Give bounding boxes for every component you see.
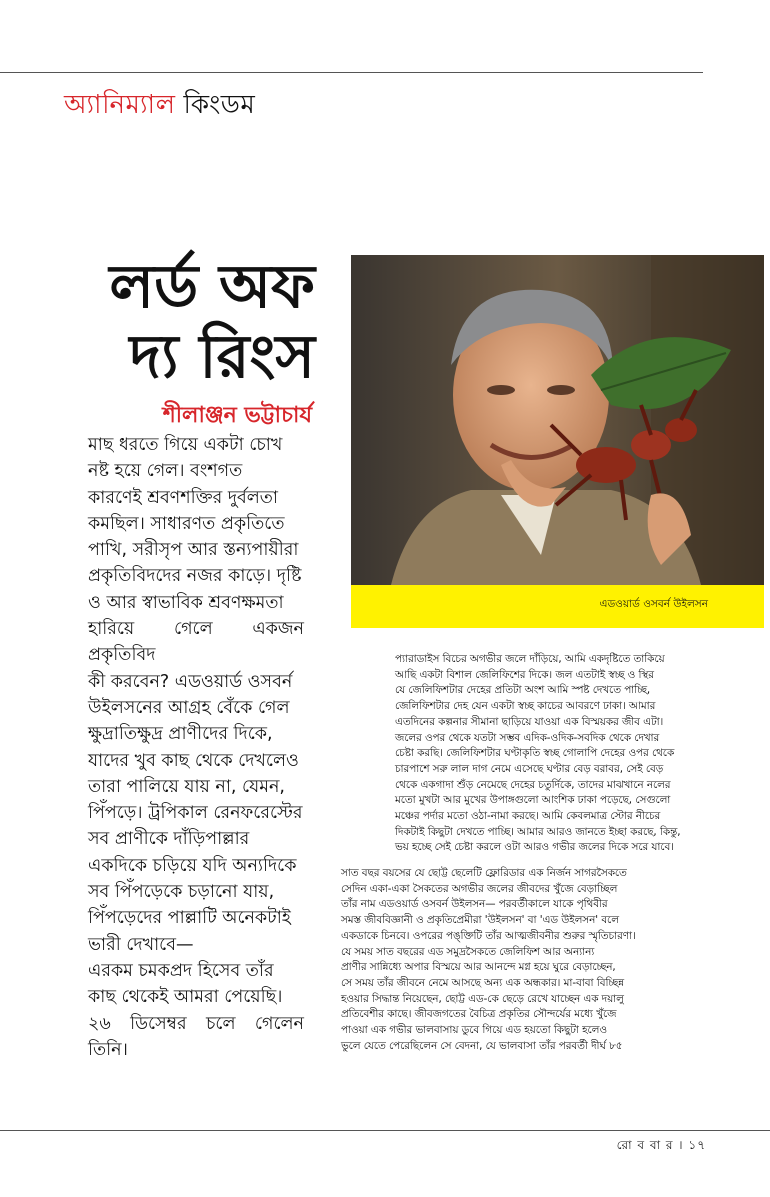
lead-paragraph	[88, 432, 304, 1063]
section-heading	[64, 84, 255, 128]
header-rule	[0, 72, 703, 73]
page-folio: রো ব বা র । ১৭	[616, 1138, 706, 1152]
article-title-line1: লর্ড অফ	[109, 252, 315, 322]
lead-text: মাছ ধরতে গিয়ে একটা চোখ নষ্ট হয়ে গেল। বংশগত কারণেই শ্রবণশক্তির দুর্বলতা কমছিল। সাধারণত প্রকৃতিতে পাখি, সরীসৃপ আর স্তন্যপায়ীরা প্রকৃতিবিদদের নজর কাড়ে। দৃষ্টি ও আর স্বাভাবিক শ্রবণক্ষমতা হারিয়ে গেলে একজন প্রকৃতিবিদ কী করবেন? এডওয়ার্ড ওসবর্ন উইলসনের আগ্রহ বেঁকে গেল ক্ষুদ্রাতিক্ষুদ্র প্রাণীদের দিকে, যাদের খুব কাছ থেকে দেখলেও তারা পালিয়ে যায় না, যেমন, পিঁপড়ে। ট্রপিকাল রেনফরেস্টের সব প্রাণীকে দাঁড়িপাল্লার একদিকে চড়িয়ে যদি অন্যদিকে সব পিঁপড়েকে চড়ানো যায়, পিঁপড়েদের পাল্লাটি অনেকটাই ভারী দেখাবে— এরকম চমকপ্রদ হিসেব তাঁর কাছ থেকেই আমরা পেয়েছি। ২৬ ডিসেম্বর চলে গেলেন তিনি।	[88, 435, 304, 1060]
section-heading-red: অ্যানিম্যাল	[64, 90, 176, 120]
body-column-lower: সাত বছর বয়সের যে ছোট্ট ছেলেটি ফ্লোরিডার এক নির্জন সাগরসৈকতে সেদিন একা-একা সৈকতের অগভীর জলের জীবদের খুঁজে বেড়াচ্ছিল তাঁর নাম এডওয়ার্ড ওসবর্ন উইলসন— পরবর্তীকালে যাকে পৃথিবীর সমস্ত জীববিজ্ঞানী ও প্রকৃতিপ্রেমীরা 'উইলসন' বা 'এড উইলসন' বলে একডাকে চিনবে। ওপরের পঙ্‌ক্তিটি তাঁর আত্মজীবনীর শুরুর স্মৃতিচারণা। যে সময় সাত বছরের এড সমুদ্রসৈকতে জেলিফিশ আর অন্যান্য প্রাণীর সান্নিধ্যে অপার বিস্ময়ে আর আনন্দে মগ্ন হয়ে ঘুরে বেড়াচ্ছেন, সে সময় তাঁর জীবনে নেমে আসছে অন্য এক অন্ধকার। মা-বাবা বিচ্ছিন্ন হওয়ার সিদ্ধান্ত নিয়েছেন, ছোট্ট এড-কে ছেড়ে রেখে যাচ্ছেন এক দয়ালু প্রতিবেশীর কাছে। জীবজগতের বৈচিত্র প্রকৃতির সৌন্দর্যের মধ্যে খুঁজে পাওয়া এক গভীর ভালবাসায় ডুবে গিয়ে এড হয়তো কিছুটা হলেও ভুলে যেতে পেরেছিলেন সে বেদনা, যে ভালবাসা তাঁর পরবর্তী দীর্ঘ ৮৫	[341, 867, 636, 1052]
section-heading-black: কিংডম	[183, 90, 256, 120]
article-title-line2: দ্য রিংস	[129, 322, 315, 392]
body-column-upper: প্যারাডাইস বিচের অগভীর জলে দাঁড়িয়ে, আমি একদৃষ্টিতে তাকিয়ে আছি একটা বিশাল জেলিফিশের দিকে। জল এতটাই স্বচ্ছ ও স্থির যে জেলিফিশটার দেহের প্রতিটা অংশ আমি স্পষ্ট দেখতে পাচ্ছি, জেলিফিশটার দেহ যেন একটা স্বচ্ছ কাচের আবরণে ঢাকা। আমার এতদিনের কল্পনার সীমানা ছাড়িয়ে যাওয়া এক বিস্ময়কর জীব এটা। জলের ওপর থেকে যতটা সম্ভব এদিক-ওদিক-সবদিক থেকে দেখার চেষ্টা করছি। জেলিফিশটার ঘণ্টাকৃতি স্বচ্ছ গোলাপি দেহের ওপর থেকে চারপাশে সরু লাল দাগ নেমে এসেছে ঘণ্টার বেড় বরাবর, সেই বেড় থেকে একগাদা শুঁড় নেমেছে দেহের চতুর্দিকে, তাদের মাঝখানে নলের মতো মুখটা আর মুখের উপাঙ্গগুলো আংশিক ঢাকা পড়েছে, সেগুলো মঞ্চের পর্দার মতো ওঠা-নামা করছে। আমি কেবলমাত্র স্টোর নীচের দিকটাই কিছুটা দেখতে পাচ্ছি। আমার আরও জানতে ইচ্ছা করছে, কিন্তু, ভয় হচ্ছে সেই চেষ্টা করলে ওটা আরও গভীর জলের দিকে সরে যাবে।	[395, 653, 681, 854]
photo-caption-band	[351, 585, 764, 628]
portrait-illustration	[351, 255, 764, 585]
footer-rule	[0, 1130, 770, 1131]
photo-caption: এডওয়ার্ড ওসবর্ন উইলসন	[599, 598, 708, 610]
author-byline: শীলাঞ্জন ভট্টাচার্য	[162, 403, 312, 428]
portrait-photo	[351, 255, 764, 585]
